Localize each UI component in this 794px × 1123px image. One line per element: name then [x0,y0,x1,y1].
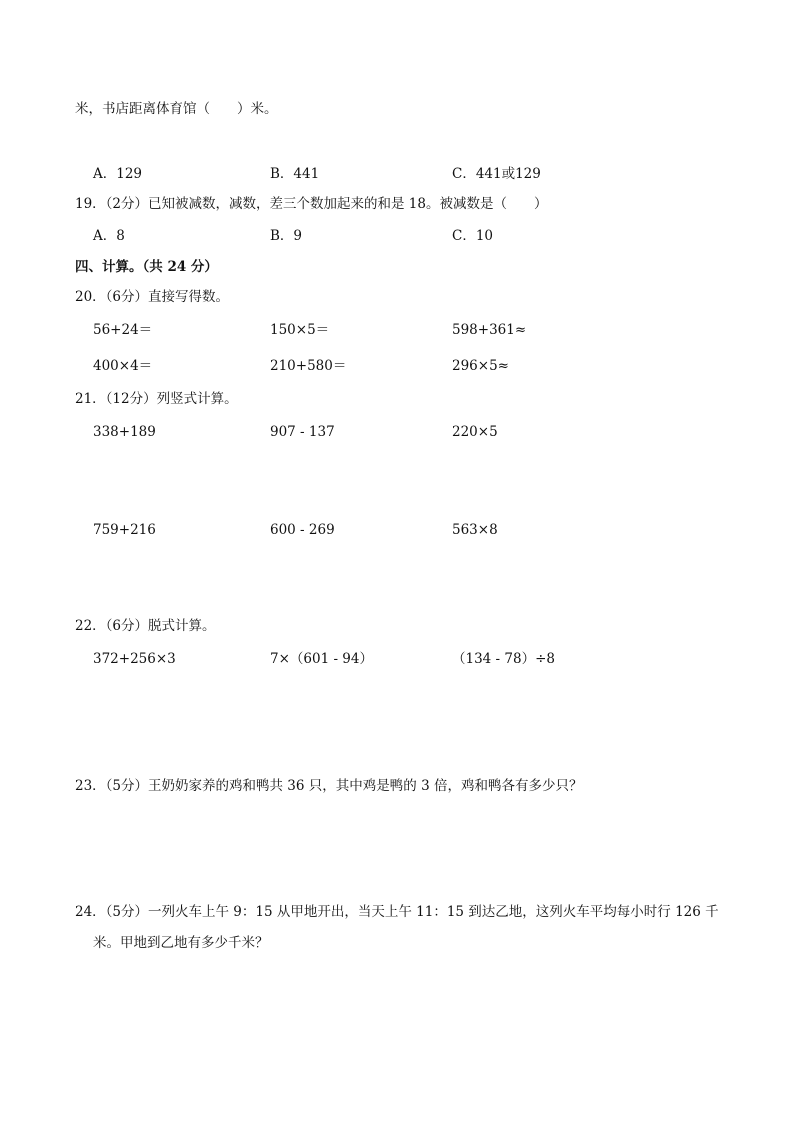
q20-item: 598+361≈ [452,322,527,338]
section-4-heading: 四、计算。（共 24 分） [75,259,218,275]
q21-item: 220×5 [452,424,498,440]
q20-item: 400×4＝ [93,358,153,374]
q22-item: 7×（601 - 94） [270,651,373,667]
q18-option-c: C．441或129 [452,166,541,182]
q21-item: 563×8 [452,522,498,538]
q21-item: 338+189 [93,424,156,440]
q18-tail-text: 米，书店距离体育馆（ ）米。 [75,101,278,117]
q22-item: （134 - 78）÷8 [452,651,555,667]
q19-option-b: B．9 [270,228,303,244]
q18-option-b: B．441 [270,166,320,182]
q21-item: 759+216 [93,522,156,538]
q20-item: 56+24＝ [93,322,153,338]
q20-question: 20．（6分）直接写得数。 [75,289,230,305]
q24-question-line-2: 米。甲地到乙地有多少千米？ [93,935,269,951]
q21-question: 21．（12分）列竖式计算。 [75,391,238,407]
q21-item: 907 - 137 [270,424,335,440]
q22-question: 22．（6分）脱式计算。 [75,618,216,634]
q24-question-line-1: 24．（5分）一列火车上午 9：15 从甲地开出，当天上午 11：15 到达乙地，这列火车平均每小时行 126 千 [75,904,719,920]
q23-question: 23．（5分）王奶奶家养的鸡和鸭共 36 只，其中鸡是鸭的 3 倍，鸡和鸭各有多少只？ [75,778,583,794]
q22-item: 372+256×3 [93,651,176,667]
q18-option-a: A．129 [93,166,143,182]
q20-item: 210+580＝ [270,358,347,374]
q19-option-a: A．8 [93,228,125,244]
q19-question: 19．（2分）已知被减数，减数，差三个数加起来的和是 18。被减数是（ ） [75,196,548,212]
q20-item: 296×5≈ [452,358,509,374]
q20-item: 150×5＝ [270,322,330,338]
q21-item: 600 - 269 [270,522,335,538]
q19-option-c: C．10 [452,228,494,244]
